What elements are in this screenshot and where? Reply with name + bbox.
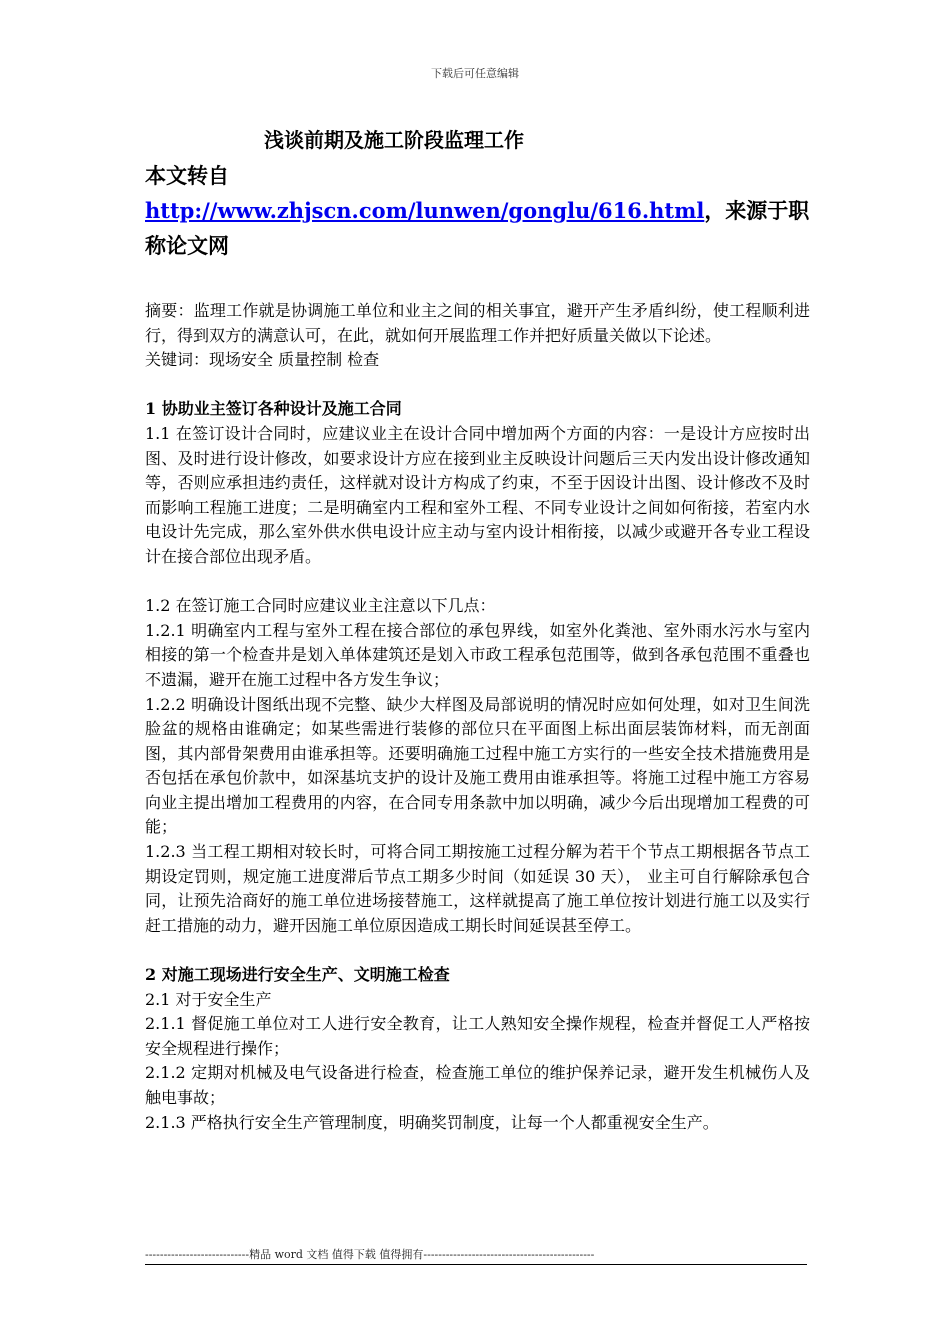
source-prefix: 本文转自 xyxy=(145,163,229,188)
paragraph-2-1-2: 2.1.2 定期对机械及电气设备进行检查，检查施工单位的维护保养记录，避开发生机械伤人及触电事故； xyxy=(145,1063,810,1107)
page-title: 浅谈前期及施工阶段监理工作 xyxy=(264,128,524,152)
page-header-note: 下载后可任意编辑 xyxy=(431,67,519,80)
paragraph-2-1: 2.1 对于安全生产 xyxy=(145,989,272,1009)
keywords-line: 关键词：现场安全 质量控制 检查 xyxy=(145,350,380,370)
paragraph-2-1-3: 2.1.3 严格执行安全生产管理制度，明确奖罚制度，让每一个人都重视安全生产。 xyxy=(145,1112,719,1132)
abstract-paragraph: 摘要：监理工作就是协调施工单位和业主之间的相关事宜，避开产生矛盾纠纷，使工程顺利进行，得到双方的满意认可，在此，就如何开展监理工作并把好质量关做以下论述。 xyxy=(145,301,810,345)
paragraph-2-1-1: 2.1.1 督促施工单位对工人进行安全教育，让工人熟知安全操作规程，检查并督促工人严格按安全规程进行操作； xyxy=(145,1014,810,1058)
page-footer-note: ----------------------------精品 word 文档 值得下载 值得拥有---------------------------------------------- xyxy=(145,1248,595,1261)
footer-divider xyxy=(145,1264,807,1265)
section-2-heading: 2 对施工现场进行安全生产、文明施工检查 xyxy=(145,965,450,985)
spacer xyxy=(145,373,810,398)
paragraph-1-2: 1.2 在签订施工合同时应建议业主注意以下几点： xyxy=(145,596,496,616)
spacer xyxy=(145,570,810,595)
paragraph-1-2-2: 1.2.2 明确设计图纸出现不完整、缺少大样图及局部说明的情况时应如何处理，如对卫生间洗脸盆的规格由谁确定；如某些需进行装修的部位只在平面图上标出面层装饰材料，而无剖面图，其内部骨架费用由谁承担等。还要明确施工过程中施工方实行的一些安全技术措施费用是否包括在承包价款中，如深基坑支护的设计及施工费用由谁承担等。将施工过程中施工方容易向业主提出增加工程费用的内容，在合同专用条款中加以明确，减少今后出现增加工程费的可能； xyxy=(145,694,810,837)
document-body xyxy=(145,299,810,1135)
paragraph-1-1: 1.1 在签订设计合同时，应建议业主在设计合同中增加两个方面的内容：一是设计方应按时出图、及时进行设计修改，如要求设计方应在接到业主反映设计问题后三天内发出设计修改通知等，否则应承担违约责任，这样就对设计方构成了约束，不至于因设计出图、设计修改不及时而影响工程施工进度；二是明确室内工程和室外工程、不同专业设计之间如何衔接，若室内水电设计先完成，那么室外供水供电设计应主动与室内设计相衔接，以减少或避开各专业工程设计在接合部位出现矛盾。 xyxy=(145,423,810,566)
source-link[interactable]: http://www.zhjscn.com/lunwen/gonglu/616.html xyxy=(145,198,705,223)
paragraph-1-2-1: 1.2.1 明确室内工程与室外工程在接合部位的承包界线，如室外化粪池、室外雨水污水与室内相接的第一个检查井是划入单体建筑还是划入市政工程承包范围等，做到各承包范围不重叠也不遗漏，避开在施工过程中各方发生争议； xyxy=(145,620,810,689)
source-suffix: ，来源于职称论文网 xyxy=(145,198,810,258)
source-line xyxy=(145,158,815,263)
spacer xyxy=(145,938,810,963)
paragraph-1-2-3: 1.2.3 当工程工期相对较长时，可将合同工期按施工过程分解为若干个节点工期根据各节点工期设定罚则，规定施工进度滞后节点工期多少时间（如延误 30 天）， 业主可自行解除承包合同，让预先洽商好的施工单位进场接替施工，这样就提高了施工单位按计划进行施工以及实行赶工措施的动力，避开因施工单位原因造成工期长时间延误甚至停工。 xyxy=(145,842,810,935)
section-1-heading: 1 协助业主签订各种设计及施工合同 xyxy=(145,399,402,419)
